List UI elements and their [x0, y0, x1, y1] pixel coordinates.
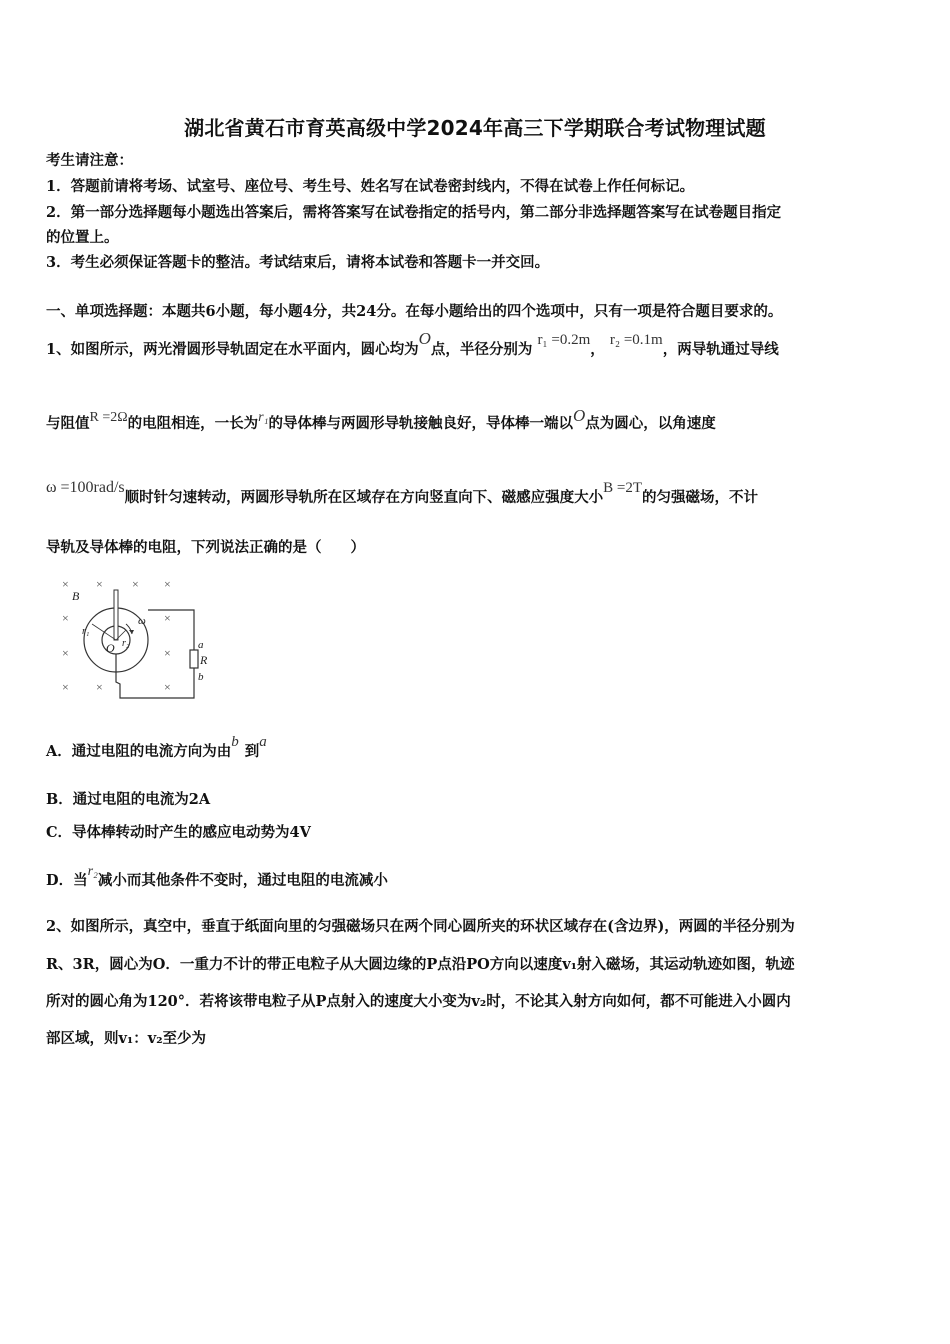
cross-icon: ×	[164, 577, 171, 591]
q1-text: ，两导轨通过导线	[662, 341, 779, 358]
q1-text: 的导体棒与两圆形导轨接触良好，导体棒一端以	[268, 415, 573, 432]
label-b: b	[198, 671, 204, 683]
label-r2: r₂	[122, 638, 130, 649]
math-a: a	[259, 734, 267, 750]
q1-line-4: 导轨及导体棒的电阻，下列说法正确的是（ ）	[46, 539, 365, 556]
resistor	[190, 650, 198, 668]
q1-text: ，	[590, 341, 605, 358]
notice-item-1: 1．答题前请将考场、试室号、座位号、考生号、姓名写在试卷密封线内，不得在试卷上作任何标记。	[46, 178, 695, 195]
option-a	[46, 734, 908, 762]
math-B-eq: B =2T	[603, 480, 643, 496]
math-r2: r₂	[87, 864, 98, 879]
q1-text: 与阻值	[46, 415, 90, 432]
label-R: R	[200, 653, 208, 667]
page-title: 湖北省黄石市育英高级中学2024年高三下学期联合考试物理试题	[184, 116, 766, 140]
q1-line-3	[46, 479, 908, 508]
q1-text: 的匀强磁场，不计	[642, 489, 759, 506]
conductor-rod	[114, 590, 118, 640]
q2-line-2: R、3R，圆心为O．一重力不计的带正电粒子从大圆边缘的P点沿PO方向以速度v₁射入磁场，其运动轨迹如图，轨迹	[46, 956, 795, 973]
math-b: b	[231, 734, 239, 750]
q1-line-2	[46, 406, 908, 435]
label-omega: ω	[138, 615, 146, 627]
cross-icon: ×	[96, 577, 103, 591]
option-a-text: 到	[244, 743, 260, 760]
cross-icon: ×	[96, 680, 103, 694]
math-O: O	[572, 406, 586, 425]
cross-icon: ×	[62, 577, 69, 591]
cross-icon: ×	[164, 646, 171, 660]
q1-text: 顺时针匀速转动，两圆形导轨所在区域存在方向竖直向下、磁感应强度大小	[124, 489, 604, 506]
math-omega-eq: ω =100rad/s	[46, 479, 125, 496]
label-B: B	[72, 589, 80, 603]
label-r1: r₁	[82, 626, 90, 637]
option-d-text: D．当	[46, 872, 88, 889]
wire-bottom	[116, 654, 194, 698]
option-d-text: 减小而其他条件不变时，通过电阻的电流减小	[97, 872, 388, 889]
math-r2-eq: r₂ =0.1m	[609, 332, 663, 348]
circuit-diagram	[56, 572, 216, 702]
option-d	[46, 864, 908, 892]
q2-line-4: 部区域，则v₁：v₂至少为	[46, 1030, 207, 1047]
cross-icon: ×	[62, 646, 69, 660]
cross-icon: ×	[164, 611, 171, 625]
section-heading: 一、单项选择题：本题共6小题，每小题4分，共24分。在每小题给出的四个选项中，只有一项是符合题目要求的。	[46, 303, 783, 320]
option-a-text: A．通过电阻的电流方向为由	[46, 743, 232, 760]
q1-text: 1、如图所示，两光滑圆形导轨固定在水平面内，圆心均为	[46, 341, 419, 358]
cross-icon: ×	[62, 680, 69, 694]
q1-text: 点，半径分别为	[430, 341, 533, 358]
cross-icon: ×	[132, 577, 139, 591]
notice-item-2-cont: 的位置上。	[46, 229, 119, 246]
q1-text: 的电阻相连，一长为	[127, 415, 259, 432]
label-O: O	[106, 641, 115, 655]
option-c: C．导体棒转动时产生的感应电动势为4V	[46, 824, 311, 841]
wire-top	[148, 610, 194, 650]
notice-heading: 考生请注意：	[46, 152, 133, 169]
math-r1-eq: r₁ =0.2m	[537, 332, 591, 348]
option-b: B．通过电阻的电流为2A	[46, 791, 211, 808]
q2-line-3: 所对的圆心角为120°．若将该带电粒子从P点射入的速度大小变为v₂时，不论其入射方向如何，都不可能进入小圆内	[46, 993, 791, 1010]
cross-icon: ×	[62, 611, 69, 625]
math-R-eq: R =2Ω	[89, 410, 128, 425]
q1-text: 点为圆心，以角速度	[585, 415, 716, 432]
math-O: O	[418, 329, 431, 348]
notice-item-2: 2．第一部分选择题每小题选出答案后，需将答案写在试卷指定的括号内，第二部分非选择题答案写在试卷题目指定	[46, 204, 782, 221]
q2-line-1: 2、如图所示，真空中，垂直于纸面向里的匀强磁场只在两个同心圆所夹的环状区域存在(含边界)，两圆的半径分别为	[46, 918, 795, 935]
math-r1: r₁	[258, 410, 269, 425]
label-a: a	[198, 639, 204, 651]
circuit-figure	[56, 572, 216, 702]
notice-item-3: 3．考生必须保证答题卡的整洁。考试结束后，请将本试卷和答题卡一并交回。	[46, 254, 550, 271]
cross-icon: ×	[164, 680, 171, 694]
q1-line-1	[46, 329, 908, 360]
